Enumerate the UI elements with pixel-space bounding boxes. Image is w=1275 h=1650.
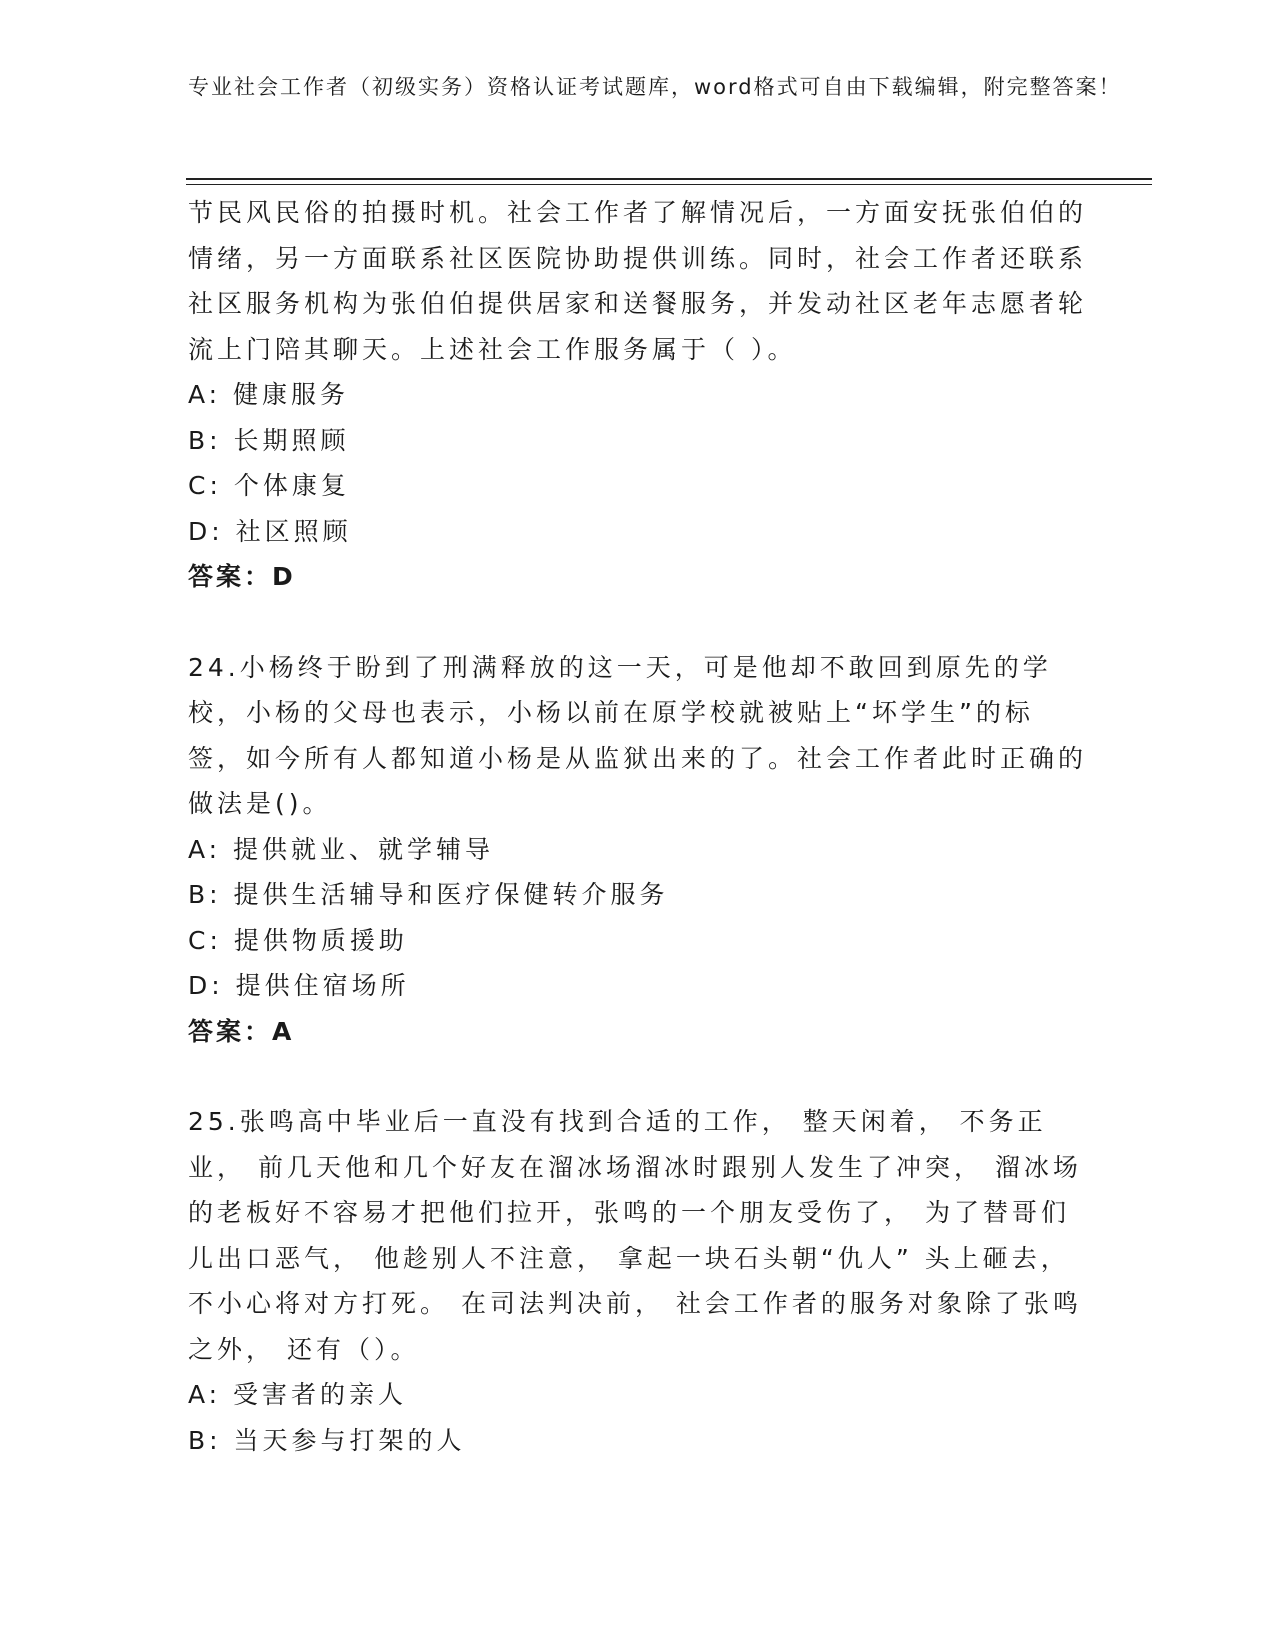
question-23-answer: 答案：D — [188, 562, 296, 591]
page-header: 专业社会工作者（初级实务）资格认证考试题库，word格式可自由下载编辑，附完整答案！ — [188, 75, 1122, 99]
question-24-stem: 24.小杨终于盼到了刑满释放的这一天，可是他却不敢回到原先的学校，小杨的父母也表示，小杨以前在原学校就被贴上“坏学生”的标签，如今所有人都知道小杨是从监狱出来的了。社会工作者此时正确的做法是()。 — [188, 652, 1088, 818]
header-divider-thick — [186, 178, 1152, 180]
question-25-option-a: A: 受害者的亲人 — [188, 1380, 408, 1409]
question-25-option-b: B: 当天参与打架的人 — [188, 1425, 466, 1455]
question-24 — [188, 645, 1088, 1055]
question-24-answer: 答案：A — [188, 1016, 295, 1046]
question-24-option-d: D: 提供住宿场所 — [188, 971, 410, 1000]
question-spacer — [188, 600, 1088, 645]
header-divider-thin — [186, 184, 1152, 185]
question-25 — [188, 1099, 1088, 1463]
question-24-option-a: A: 提供就业、就学辅导 — [188, 834, 495, 864]
question-25-stem: 25.张鸣高中毕业后一直没有找到合适的工作， 整天闲着， 不务正业， 前几天他和几个好友在溜冰场溜冰时跟别人发生了冲突， 溜冰场的老板好不容易才把他们拉开，张鸣的一个朋友受伤了， 为了替哥们儿出口恶气， 他趁别人不注意， 拿起一块石头朝“仇人” 头上砸去， 不小心将对方打死。 在司法判决前， 社会工作者的服务对象除了张鸣之外， 还有（）。 — [188, 1107, 1082, 1364]
question-23-option-d: D: 社区照顾 — [188, 516, 352, 546]
page-content — [188, 190, 1088, 1463]
question-spacer — [188, 1054, 1088, 1099]
question-23-option-c: C: 个体康复 — [188, 471, 350, 500]
question-23-stem: 节民风民俗的拍摄时机。社会工作者了解情况后，一方面安抚张伯伯的情绪，另一方面联系社区医院协助提供训练。同时，社会工作者还联系社区服务机构为张伯伯提供居家和送餐服务，并发动社区老年志愿者轮流上门陪其聊天。上述社会工作服务属于（ ）。 — [188, 198, 1088, 364]
question-24-option-b: B: 提供生活辅导和医疗保健转介服务 — [188, 880, 669, 909]
question-23-option-b: B: 长期照顾 — [188, 425, 350, 455]
question-24-option-c: C: 提供物质援助 — [188, 925, 408, 955]
question-23-option-a: A: 健康服务 — [188, 380, 350, 409]
question-23 — [188, 190, 1088, 600]
